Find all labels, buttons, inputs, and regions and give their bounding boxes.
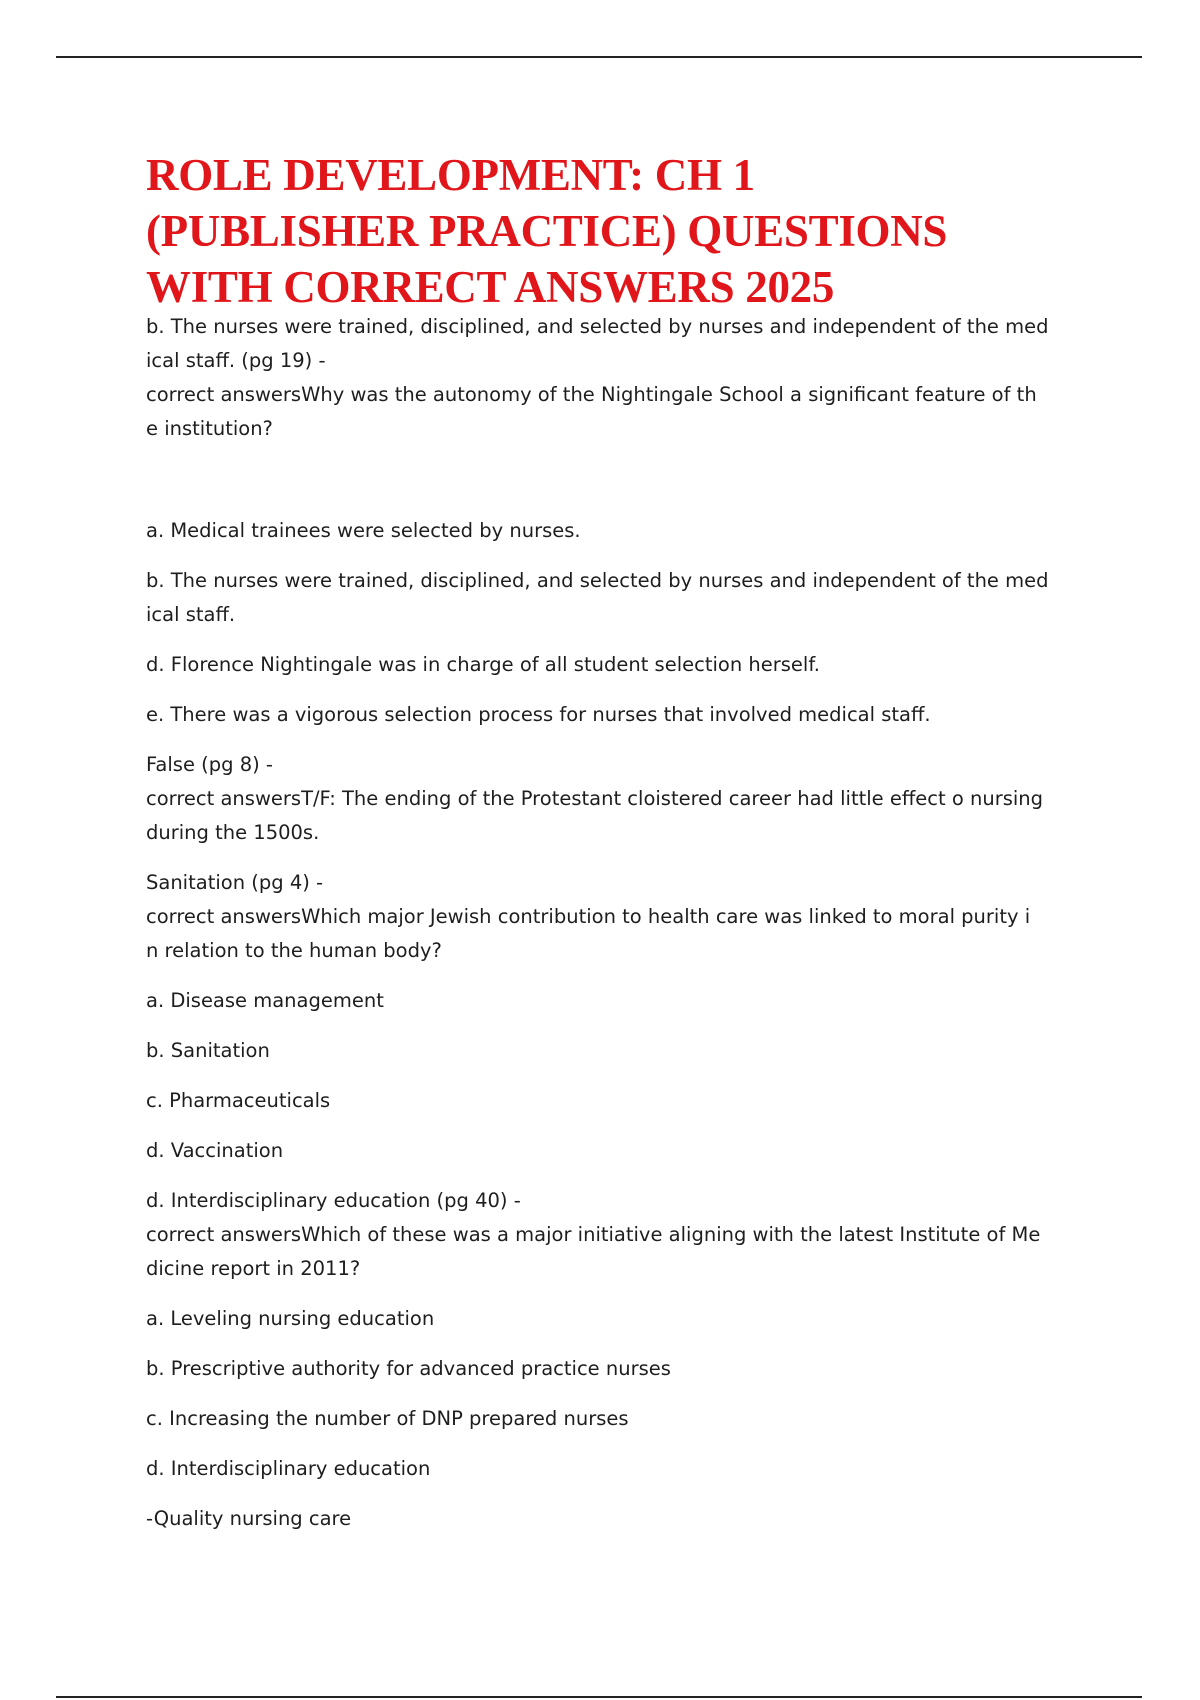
- q3-option-a: a. Disease management: [146, 989, 384, 1012]
- q4-option-a: a. Leveling nursing education: [146, 1307, 435, 1330]
- q4-block: d. Interdisciplinary education (pg 40) - correct answersWhich of these was a major initiative aligning with the latest Institute of Me dicine report in 2011?: [146, 1184, 1086, 1286]
- document-body: [146, 310, 1086, 1536]
- q2-block: False (pg 8) - correct answersT/F: The ending of the Protestant cloistered career had little effect o nursing during the 1500s.: [146, 748, 1086, 850]
- document-title: [146, 147, 1106, 315]
- q1-option-b: b. The nurses were trained, disciplined, and selected by nurses and independent of the med ical staff.: [146, 569, 1049, 626]
- top-rule: [56, 56, 1142, 58]
- q1-option-d: d. Florence Nightingale was in charge of all student selection herself.: [146, 653, 820, 676]
- q4-option-c: c. Increasing the number of DNP prepared nurses: [146, 1407, 629, 1430]
- q4-extra: -Quality nursing care: [146, 1507, 352, 1530]
- q1-answer: b. The nurses were trained, disciplined, and selected by nurses and independent of the med ical staff. (pg 19) - correct answersWhy was the autonomy of the Nightingale School a significant feature of th e institution?: [146, 315, 1049, 440]
- q3-option-c: c. Pharmaceuticals: [146, 1089, 331, 1112]
- title-line-3: WITH CORRECT ANSWERS 2025: [146, 262, 835, 312]
- q3-option-d: d. Vaccination: [146, 1139, 284, 1162]
- q1-option-a: a. Medical trainees were selected by nurses.: [146, 519, 581, 542]
- q4-answer: d. Interdisciplinary education (pg 40) -: [146, 1189, 521, 1212]
- title-line-2: (PUBLISHER PRACTICE) QUESTIONS: [146, 206, 948, 256]
- q4-question: correct answersWhich of these was a major initiative aligning with the latest Institute of Me: [146, 1223, 1041, 1246]
- q4-option-b: b. Prescriptive authority for advanced practice nurses: [146, 1357, 671, 1380]
- q3-question: correct answersWhich major Jewish contribution to health care was linked to moral purity i: [146, 905, 1031, 928]
- q2-answer: False (pg 8) -: [146, 753, 273, 776]
- q1-option-e: e. There was a vigorous selection process for nurses that involved medical staff.: [146, 703, 931, 726]
- bottom-rule: [56, 1696, 1142, 1698]
- q3-option-b: b. Sanitation: [146, 1039, 270, 1062]
- q3-block: Sanitation (pg 4) - correct answersWhich major Jewish contribution to health care was linked to moral purity i n relation to the human body?: [146, 866, 1086, 968]
- q4-option-d: d. Interdisciplinary education: [146, 1457, 431, 1480]
- q2-question: correct answersT/F: The ending of the Protestant cloistered career had little effect o nursing: [146, 787, 1044, 810]
- title-line-1: ROLE DEVELOPMENT: CH 1: [146, 150, 755, 200]
- q3-answer: Sanitation (pg 4) -: [146, 871, 324, 894]
